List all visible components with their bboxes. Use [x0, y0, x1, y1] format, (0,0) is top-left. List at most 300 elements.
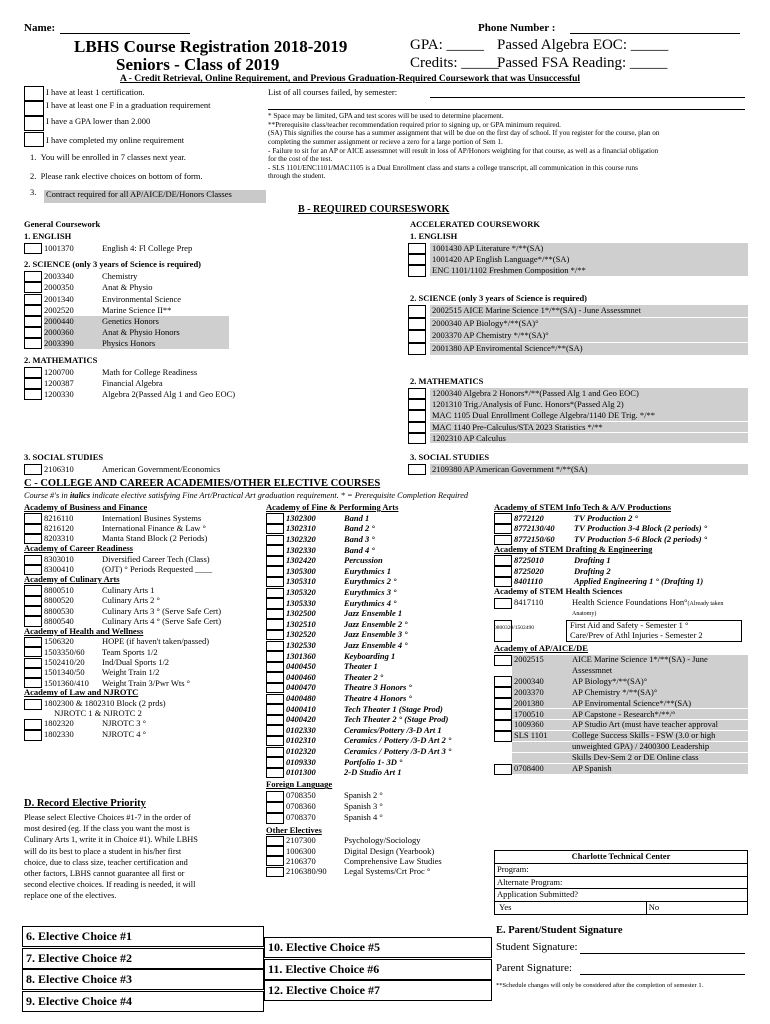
course-name: Drafting 1 [574, 554, 611, 565]
checkbox-certification[interactable] [24, 86, 44, 101]
course-name: Ceramics / Pottery /3-D Art 3 ° [344, 746, 452, 756]
course-checkbox[interactable] [266, 813, 284, 824]
course-checkbox[interactable] [266, 867, 284, 877]
course-entry: 2003370 AP Chemistry */**(SA)° [432, 330, 549, 340]
course-name: Diversified Career Tech (Class) [102, 554, 210, 564]
course-code: 1502410/20 [44, 657, 85, 667]
course-name: Percussion [344, 555, 383, 566]
section-a-title: A - Credit Retrieval, Online Requirement, and Previous Graduation-Required Coursework that was Unsuccessful [120, 74, 581, 84]
course-checkbox[interactable] [266, 588, 284, 599]
course-entry: 2002515 AICE Marine Science 1*/**(SA) - June Assessmnet [432, 305, 641, 315]
course-checkbox[interactable] [266, 672, 284, 683]
course-code: 0101300 [286, 767, 316, 778]
general-coursework-label: General Coursework [24, 219, 101, 229]
course-name: Portfolio 1- 3D ° [344, 756, 403, 767]
course-code: 8216120 [44, 523, 74, 534]
course-name: Weight Train 1/2 [102, 667, 160, 678]
course-checkbox[interactable] [266, 768, 284, 779]
course-code: 1302520 [286, 629, 316, 640]
course-name: Marine Science II** [102, 304, 172, 315]
course-code: 8216110 [44, 512, 74, 523]
course-code: 2003390 [44, 338, 74, 349]
course-name: Keyboarding 1 [344, 650, 396, 661]
course-code: 1006300 [286, 845, 316, 856]
course-name: Financial Algebra [102, 377, 163, 388]
course-code: 8800540 [44, 615, 74, 626]
academy-heading: Academy of STEM Health Sciences [494, 586, 623, 597]
academies-col-1 [24, 503, 264, 803]
elective-choice-7[interactable]: 12. Elective Choice #7 [264, 980, 492, 1001]
course-code: 2003340 [44, 271, 74, 282]
accel-math-heading: 2. MATHEMATICS [410, 376, 484, 386]
course-code: 1305330 [286, 597, 316, 608]
course-name: Comprehensive Law Studies [344, 855, 442, 866]
course-checkbox[interactable] [266, 651, 284, 662]
list-item: 3. [30, 187, 37, 197]
course-checkbox[interactable] [24, 555, 42, 565]
course-name: Tech Theater 2 ° (Stage Prod) [344, 714, 449, 725]
academy-heading: Academy of Culinary Arts [24, 574, 120, 585]
academy-heading: Academy of STEM Drafting & Engineering [494, 544, 653, 555]
course-code: 2106310 [44, 464, 74, 474]
course-name: Jazz Ensemble 3 ° [344, 629, 408, 640]
course-checkbox[interactable] [266, 736, 284, 747]
course-entry: 2109380 AP American Government */**(SA) [432, 464, 588, 474]
section-b-title: B - REQUIRED COURSESWORK [298, 204, 450, 215]
list-item: 2. Please rank elective choices on bottom of form. [30, 171, 203, 181]
course-entry: 1202310 AP Calculus [432, 432, 506, 443]
course-code: 1802300 & 1802310 Block (2 prds) [44, 697, 166, 708]
course-name: TV Production 5-6 Block (2 periods) ° [574, 534, 708, 544]
course-code: 0102320 [286, 746, 316, 756]
section-e-title: E. Parent/Student Signature [496, 925, 623, 936]
course-checkbox[interactable] [266, 545, 284, 556]
course-name: AICE Marine Science 1*/**(SA) - June [572, 655, 708, 664]
course-name: AP Chemistry */**(SA)° [572, 687, 658, 697]
course-code: 0708350 [286, 790, 316, 801]
math-checkbox[interactable] [24, 378, 42, 389]
accel-english-heading: 1. ENGLISH [410, 231, 458, 241]
course-checkbox[interactable] [266, 715, 284, 726]
course-code: 8203310 [44, 533, 74, 544]
course-name: Manta Stand Block (2 Periods) [102, 533, 208, 544]
course-name: Math for College Readiness [102, 366, 198, 377]
course-name: AP Enviromental Science*/**(SA) [572, 698, 692, 708]
course-checkbox[interactable] [266, 836, 284, 846]
phone-field[interactable] [570, 22, 740, 34]
section-d-title: D. Record Elective Priority [24, 798, 146, 809]
check-label: I have at least 1 certification. [46, 87, 145, 97]
course-checkbox[interactable] [266, 694, 284, 705]
course-entry: 1201310 Trig./Analysis of Func. Honors*(Passed Alg 2) [432, 399, 624, 410]
course-code: 1802320 [44, 718, 74, 729]
course-code: 1302330 [286, 544, 316, 555]
elective-choice-4[interactable]: 9. Elective Choice #4 [22, 991, 264, 1012]
course-name: First Aid and Safety - Semester 1 ° [570, 620, 689, 631]
course-code: 1302500 [286, 608, 316, 619]
course-code: 1503350/60 [44, 646, 85, 657]
accelerated-checkbox[interactable] [408, 422, 426, 433]
course-code: 0400450 [286, 661, 316, 672]
course-name: Assessmnet [572, 665, 613, 675]
course-name: AP Studio Art (must have teacher approval [572, 720, 719, 730]
accel-science-heading: 2. SCIENCE (only 3 years of Science is required) [410, 293, 588, 303]
elective-choice-5[interactable]: 10. Elective Choice #5 [264, 937, 492, 958]
checkbox-f-grade[interactable] [24, 101, 44, 116]
academies-col-2 [266, 503, 494, 979]
course-code: 1200330 [44, 389, 74, 399]
accelerated-checkbox[interactable] [408, 318, 426, 331]
course-checkbox[interactable] [24, 585, 42, 595]
ctc-alt-program-field[interactable]: Alternate Program: [495, 876, 748, 889]
course-checkbox[interactable] [24, 513, 42, 523]
course-code: 1200387 [44, 377, 74, 388]
student-signature-label: Student Signature: [496, 941, 578, 953]
math-checkbox[interactable] [24, 367, 42, 378]
course-checkbox[interactable] [266, 802, 284, 813]
accelerated-checkbox[interactable] [408, 343, 426, 356]
course-name: Genetics Honors [102, 316, 159, 326]
course-code: 0708360 [286, 801, 316, 812]
page-subtitle: Seniors - Class of 2019 [116, 55, 280, 74]
course-name: Culinary Arts 2 ° [102, 595, 160, 606]
course-code: 0102330 [286, 724, 316, 735]
failed-courses-line-2[interactable] [268, 100, 745, 110]
course-checkbox[interactable] [266, 577, 284, 588]
course-name: Algebra 2(Passed Alg 1 and Geo EOC) [102, 389, 236, 399]
contract-note: Contract required for all AP/AICE/DE/Honors Classes [44, 190, 266, 203]
course-checkbox[interactable] [494, 676, 512, 687]
course-checkbox[interactable] [266, 757, 284, 768]
page-title: LBHS Course Registration 2018-2019 [74, 37, 348, 56]
course-checkbox[interactable] [24, 596, 42, 606]
course-name: (OJT) ° Periods Requested ____ [102, 564, 213, 575]
course-checkbox[interactable] [266, 662, 284, 673]
course-code: 8772120 [514, 512, 544, 523]
accelerated-checkbox[interactable] [408, 254, 426, 265]
course-name: English 4: Fl College Prep [102, 243, 193, 253]
algebra-eoc-field[interactable]: Passed Algebra EOC: _____ [497, 37, 669, 53]
course-name: Health Science Foundations Hon°(Already taken Anatomy) [572, 597, 724, 618]
course-name: International Finance & Law ° [102, 523, 206, 534]
course-code: 0400470 [286, 682, 316, 693]
course-name: AP Capstone - Research*/**/° [572, 709, 676, 719]
academy-heading: Academy of Career Readiness [24, 543, 133, 554]
accelerated-checkbox[interactable] [408, 410, 426, 421]
course-code: 0400410 [286, 703, 316, 714]
course-checkbox[interactable] [494, 513, 512, 524]
course-code: 0109330 [286, 756, 316, 767]
elective-choice-1[interactable]: 6. Elective Choice #1 [22, 926, 264, 947]
course-entry: MAC 1140 Pre-Calculus/STA 2023 Statistics */** [432, 421, 603, 432]
name-label: Name: [24, 22, 56, 34]
phone-label: Phone Number : [478, 22, 556, 34]
gpa-field[interactable]: GPA: _____ [410, 37, 485, 53]
course-checkbox[interactable] [494, 555, 512, 566]
section-a-left [24, 86, 266, 216]
course-checkbox[interactable] [24, 637, 42, 647]
course-checkbox[interactable] [266, 609, 284, 620]
course-name: Ceramics/Pottery /3-D Art 1 [344, 724, 442, 735]
course-code: 1302300 [286, 512, 316, 523]
course-code: 8772130/40 [514, 523, 555, 534]
parent-signature-label: Parent Signature: [496, 962, 573, 974]
accelerated-checkbox[interactable] [408, 433, 426, 444]
course-name: Ind/Dual Sports 1/2 [102, 657, 170, 667]
accelerated-checkbox[interactable] [408, 305, 426, 318]
course-name: Jazz Ensemble 2 ° [344, 618, 408, 629]
name-field[interactable] [60, 22, 190, 34]
course-name: Team Sports 1/2 [102, 646, 158, 657]
parent-signature-field[interactable] [580, 962, 745, 975]
course-checkbox[interactable] [266, 619, 284, 630]
course-checkbox[interactable] [266, 513, 284, 524]
course-name: Legal Systems/Crt Proc ° [344, 866, 431, 876]
section-c-note: Course #'s in italics indicate elective satisfying Fine Art/Practical Art graduation requirement. * = Prerequisite Completion Required [24, 491, 469, 500]
course-name: Weight Train 3/Pwr Wts ° [102, 677, 191, 688]
course-name: Internationl Busines Systems [102, 512, 202, 523]
course-name: Spanish 3 ° [344, 801, 383, 812]
course-code: 1302320 [286, 534, 316, 544]
accelerated-checkbox[interactable] [408, 265, 426, 276]
section-a-notes: * Space may be limited, GPA and test scores will be used to determine placement. **Prerequisite class/teacher recommendation required prior to signing up, or GPA minimum required. (SA) This signifies the course has a summer assignment that will be due on the first day of school. If you register for the course, plan on completing the summer assignment or recieve a zero for a large portion of Sem 1. - Failure to sit for an AP or AICE assessmnet will result in loss of AP/Honors weighting for that course, as well as a financial obligation for the cost of the test. - SLS 1101/ENC1101/MAC1105 is a Dual Enrollment class and starts a college transcript, all communication in this course runs through the student. [268, 112, 660, 181]
course-entry: 1001430 AP Literature */**(SA) [432, 243, 544, 253]
ctc-title: Charlotte Technical Center [495, 851, 748, 864]
course-name: Theater 2 ° [344, 671, 384, 682]
instruction-line: choice, due to class size, teacher certification and [24, 857, 188, 867]
course-name: Eurythmics 4 ° [344, 597, 397, 608]
course-name: Band 3 ° [344, 534, 375, 544]
course-name: unweighted GPA) / 2400300 Leadership [572, 742, 710, 752]
course-name: Physics Honors [102, 338, 156, 349]
math-heading: 2. MATHEMATICS [24, 354, 98, 365]
course-checkbox[interactable] [266, 791, 284, 802]
instruction-line: other factors, LBHS cannot guarantee all first or [24, 868, 185, 878]
course-code: 2003370 [514, 686, 544, 697]
accelerated-checkbox[interactable] [408, 464, 426, 475]
accel-ss-heading: 3. SOCIAL STUDIES [410, 452, 490, 462]
course-name: Spanish 4 ° [344, 812, 383, 823]
course-entry: 1200340 Algebra 2 Honors*/**(Passed Alg 1 and Geo EOC) [432, 388, 639, 398]
course-code: 8300410 [44, 564, 74, 575]
course-code: 1200700 [44, 366, 74, 377]
course-entry: MAC 1105 Dual Enrollment College Algebra/1140 DE Trig. */** [432, 410, 655, 421]
course-name: NJROTC 4 ° [102, 728, 147, 739]
course-name: Care/Prev of Athl Injuries - Semester 2 [570, 630, 703, 641]
course-code: 2001340 [44, 293, 74, 304]
math-checkbox[interactable] [24, 389, 42, 400]
course-code: 8401110 [514, 576, 543, 587]
course-name: AP Biology*/**(SA)° [572, 676, 648, 686]
science-checkbox[interactable] [24, 338, 42, 349]
academy-heading: Other Electives [266, 824, 322, 835]
course-code: 1700510 [514, 708, 544, 719]
academies-col-3 [494, 503, 748, 843]
academy-heading: Academy of AP/AICE/DE [494, 643, 588, 654]
course-checkbox[interactable] [266, 641, 284, 652]
elective-choice-2[interactable]: 7. Elective Choice #2 [22, 948, 264, 969]
science-checkbox[interactable] [24, 327, 42, 338]
course-checkbox[interactable] [494, 598, 512, 609]
failed-courses-line-1[interactable] [430, 88, 745, 98]
course-code: NJROTC 1 & NJROTC 2 [54, 708, 142, 718]
accelerated-coursework-label: ACCELERATED COURSEWORK [410, 219, 540, 229]
course-code: 8800520 [44, 595, 74, 606]
course-code: 2000440 [44, 316, 74, 326]
ctc-no-option[interactable]: No [646, 902, 747, 915]
academy-heading: Academy of Health and Wellness [24, 625, 144, 636]
course-name: Eurythmics 2 ° [344, 576, 397, 587]
section-c-title: C - COLLEGE AND CAREER ACADEMIES/OTHER ELECTIVE COURSES [24, 478, 381, 489]
course-name: HOPE (if haven't taken/passed) [102, 636, 210, 647]
course-code: 1009360 [514, 719, 544, 730]
course-name: Spanish 2 ° [344, 790, 383, 801]
list-item: 1. You will be enrolled in 7 classes next year. [30, 152, 186, 162]
instruction-line: replace one of the electives. [24, 891, 117, 901]
course-code: 1301360 [286, 650, 316, 661]
elective-choice-3[interactable]: 8. Elective Choice #3 [22, 969, 264, 990]
course-code: 2107300 [286, 835, 316, 846]
course-code: 1001370 [44, 243, 74, 253]
credits-field[interactable]: Credits: _____ [410, 55, 499, 71]
english-heading: 1. ENGLISH [24, 231, 72, 241]
course-name: Chemistry [102, 271, 138, 282]
course-code: 1802330 [44, 728, 74, 739]
course-code: 1302420 [286, 555, 316, 566]
science-checkbox[interactable] [24, 305, 42, 316]
course-checkbox[interactable] [266, 683, 284, 694]
elective-choice-6[interactable]: 11. Elective Choice #6 [264, 959, 492, 980]
schedule-note: **Schedule changes will only be considered after the completion of semester 1. [496, 982, 704, 989]
course-name: AP Spanish [572, 764, 612, 773]
course-code: 0102310 [286, 735, 316, 746]
fsa-field[interactable]: Passed FSA Reading: _____ [497, 55, 668, 71]
course-name: Environmental Science [102, 293, 182, 304]
course-checkbox[interactable] [266, 598, 284, 609]
accelerated-checkbox[interactable] [408, 243, 426, 254]
course-checkbox[interactable] [494, 720, 512, 731]
course-name: Culinary Arts 1 [102, 584, 155, 595]
course-name: Eurythmics 1 [344, 565, 391, 576]
course-checkbox[interactable] [494, 687, 512, 698]
course-checkbox[interactable] [266, 704, 284, 715]
course-entry: ENC 1101/1102 Freshmen Composition */** [432, 265, 586, 276]
course-code: 8772150/60 [514, 534, 555, 544]
science-heading: 2. SCIENCE (only 3 years of Science is required) [24, 259, 202, 270]
course-code: 2106370 [286, 855, 316, 866]
course-name: Ceramics / Pottery /3-D Art 2 ° [344, 735, 452, 746]
course-name: Jazz Ensemble 4 ° [344, 640, 408, 650]
checkbox-gpa[interactable] [24, 116, 44, 131]
course-checkbox[interactable] [494, 524, 512, 535]
course-checkbox[interactable] [266, 535, 284, 546]
science-checkbox[interactable] [24, 294, 42, 305]
course-name: Theater 1 [344, 661, 378, 672]
accelerated-checkbox[interactable] [408, 399, 426, 410]
academy-heading: Foreign Language [266, 779, 333, 790]
ctc-program-field[interactable]: Program: [495, 863, 748, 876]
general-courses [24, 232, 404, 477]
section-d-text [24, 812, 262, 902]
course-name: Drafting 2 [574, 565, 611, 576]
course-checkbox[interactable] [494, 655, 512, 666]
academy-heading: Academy of STEM Info Tech & A/V Productions [494, 502, 672, 512]
check-label: I have at least one F in a graduation requirement [46, 100, 211, 110]
course-code: 1506320 [44, 636, 74, 647]
course-checkbox[interactable] [494, 709, 512, 720]
course-code: 0800320/1502490 [494, 625, 535, 632]
ctc-yes-option[interactable]: Yes [495, 902, 647, 915]
course-code: 2001380 [514, 697, 544, 708]
course-checkbox[interactable] [266, 566, 284, 577]
course-name: 2-D Studio Art 1 [344, 767, 402, 778]
instruction-line: Culinary Arts 1, write it in Choice #1). While LBHS [24, 835, 198, 845]
course-checkbox[interactable] [494, 731, 512, 742]
course-code: 0708400 [514, 763, 544, 773]
course-checkbox[interactable] [266, 856, 284, 866]
accelerated-courses [408, 232, 748, 477]
course-entry: 2000340 AP Biology*/**(SA)° [432, 317, 539, 328]
course-checkbox[interactable] [24, 699, 42, 710]
course-checkbox[interactable] [24, 658, 42, 668]
science-checkbox[interactable] [24, 282, 42, 293]
course-code: 1501340/50 [44, 667, 85, 678]
course-checkbox[interactable] [494, 566, 512, 577]
course-checkbox[interactable] [494, 698, 512, 709]
course-checkbox[interactable] [494, 764, 512, 775]
science-checkbox[interactable] [24, 271, 42, 282]
course-checkbox[interactable] [266, 747, 284, 758]
course-checkbox[interactable] [266, 524, 284, 535]
course-code: 1305300 [286, 565, 316, 576]
course-code: 1302510 [286, 618, 316, 629]
course-checkbox[interactable] [24, 730, 42, 741]
course-checkbox[interactable] [266, 556, 284, 567]
course-code: 8800510 [44, 584, 74, 595]
course-name: Anat & Physio Honors [102, 327, 180, 338]
course-checkbox[interactable] [24, 606, 42, 616]
course-name: Eurythmics 3 ° [344, 587, 397, 597]
instruction-line: Please select Elective Choices #1-7 in the order of [24, 813, 191, 822]
course-name: College Success Skills - FSW (3.0 or high [572, 731, 716, 741]
checkbox-online[interactable] [24, 132, 44, 147]
course-entry: 2001380 AP Enviromental Science*/**(SA) [432, 342, 583, 353]
student-signature-field[interactable] [580, 941, 745, 954]
english-checkbox[interactable] [24, 243, 42, 254]
instruction-line: most desired (eg. If the class you want the most is [24, 824, 190, 834]
science-checkbox[interactable] [24, 316, 42, 327]
course-code: 8303010 [44, 554, 74, 564]
course-name: Theatre 4 Honors ° [344, 693, 412, 703]
course-checkbox[interactable] [24, 524, 42, 534]
course-checkbox[interactable] [24, 668, 42, 678]
course-checkbox[interactable] [266, 725, 284, 736]
accelerated-checkbox[interactable] [408, 388, 426, 399]
course-checkbox[interactable] [266, 630, 284, 641]
course-name: Psychology/Sociology [344, 835, 421, 846]
course-name: Tech Theater 1 (Stage Prod) [344, 703, 443, 714]
course-name: American Government/Economics [102, 464, 221, 474]
check-label: I have a GPA lower than 2.000 [46, 116, 151, 126]
course-code: 2000360 [44, 327, 74, 338]
course-code: 2000350 [44, 282, 74, 293]
social-studies-checkbox[interactable] [24, 464, 42, 475]
course-checkbox[interactable] [266, 846, 284, 856]
course-name: Anat & Physio [102, 282, 153, 293]
course-code: SLS 1101 [514, 730, 548, 741]
course-checkbox[interactable] [24, 647, 42, 657]
accelerated-checkbox[interactable] [408, 330, 426, 343]
